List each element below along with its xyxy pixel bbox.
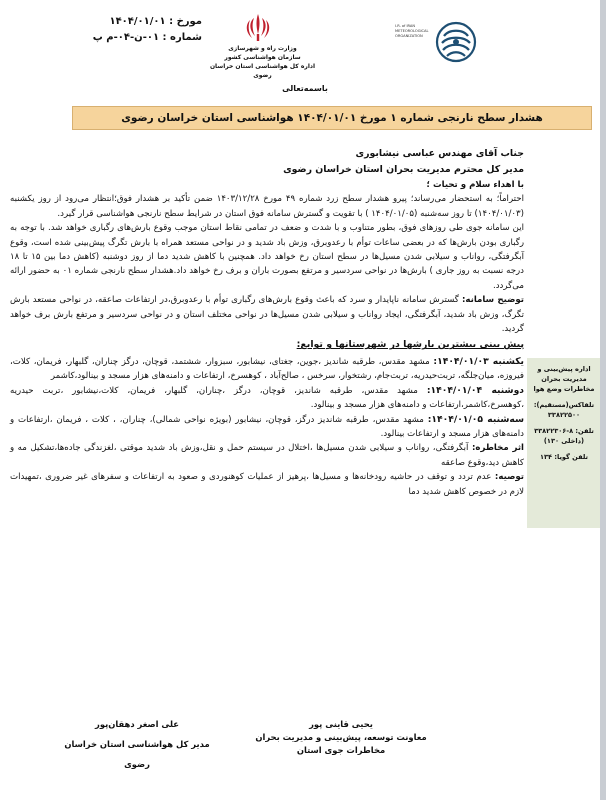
forecast-day-2-label: دوشنبه ۱۴۰۴/۰۱/۰۴:: [426, 384, 524, 396]
recipient-title: مدیر کل محترم مدیریت بحران استان خراسان رضوی: [283, 164, 524, 175]
signature-director-title: مدیر کل هواشناسی استان خراسان رضوی: [64, 739, 210, 769]
contact-sidebar: [527, 358, 601, 528]
recommendation: [10, 470, 524, 499]
number-line: شماره : ۰۱-ن-۰۴-م پ: [92, 32, 202, 43]
ministry-line-3: اداره کل هواشناسی استان خراسان رضوی: [209, 63, 316, 79]
page-edge-shadow: [600, 0, 606, 800]
recommendation-label: توصیه:: [494, 472, 524, 483]
forecast-day-2-text: مشهد مقدس، طرقبه شاندیز، قوچان، درگز ،چناران، گلبهار، فریمان، کلات،نیشابور ،تربت حیدریه ،کوهسرخ،کاشمر،ارتفاعات و دامنه‌های هزار مسجد و بینالود.: [10, 385, 524, 411]
forecast-day-1-label: یکشنبه ۱۴۰۴/۰۱/۰۳:: [433, 355, 525, 367]
hazard-effects-label: اثر مخاطره:: [471, 443, 524, 454]
signature-deputy: [252, 718, 430, 757]
sidebar-unit: اداره پیش‌بینی و مدیریت بحران مخاطرات وضع هوا: [533, 365, 595, 393]
hazard-effects: [10, 441, 524, 470]
sidebar-tel: تلفن: ۸-۳۳۸۲۲۳۰۶: [534, 427, 594, 435]
recommendation-text: عدم تردد و توقف در حاشیه رودخانه‌ها و مسیل‌ها ،پرهیز از عملیات کوهنوردی و صعود به ارتفاعات و سفرهای غیر ضروری ،تمهیدات لازم در خصوص کاهش شدید دما: [10, 472, 524, 497]
paragraph-description: این سامانه جوی طی روزهای فوق، بطور متناوب و با شدت و ضعف در تمامی نقاط استان موجب وقوع بارش‌های رگباری خواهد شد. با توجه به رگباری بودن بارش‌ها که در بعضی ساعات توأم با رعدوبرق، وزش باد شدید و در نواحی مستعد همراه با بارش تگرگ پیش‌بینی شده است، وقوع آبگرفتگی، رواناب و سیلابی شدن مسیل‌ها در سطح استان رخ خواهد داد. همچنین با کاهش شدید دما از روز دوشنبه (کاهش دما بین ۱۵ تا ۱۸ درجه نسبت به روز جاری ) بارش‌ها در نواحی سردسیر و مرتفع بصورت باران و برف رخ خواهد داد.هشدار سطح نارنجی شماره ۰۱ به حضور ارائه می‌گردد.: [10, 223, 524, 291]
hazard-effects-text: آبگرفتگی، رواناب و سیلابی شدن مسیل‌ها ،اختلال در سیستم حمل و نقل،وزش باد شدید موقتی ،لغزندگی جاده‌ها،تشکیل مه و کاهش دید،وقوع صاعقه: [10, 443, 524, 468]
sidebar-ext: (داخلی ۱۳۰): [543, 437, 585, 445]
forecast-day-1: [10, 355, 524, 384]
ministry-heading: [205, 44, 320, 80]
letter-body: [10, 146, 524, 499]
ministry-line-2: سازمان هواشناسی کشور: [224, 54, 301, 61]
logo-caption-line-1: I.R. of IRAN: [395, 24, 416, 28]
paragraph-intro: احتراماً؛ به استحضار می‌رساند؛ پیرو هشدار سطح زرد شماره ۴۹ مورخ ۱۴۰۳/۱۲/۲۸ ضمن تأکید بر هشدار فوق؛انتظار می‌رود از روز یکشنبه (۱۴۰۴/۰۱/۰۳) تا روز سه‌شنبه (۱۴۰۴/۰۱/۰۵ ) با تقویت و گسترش سامانه فوق استان در شرایط سطح نارنجی هواشناسی قرار گیرد.: [10, 194, 524, 219]
logo-caption-line-3: ORGANIZATION: [395, 34, 423, 38]
logo-caption-line-2: METEOROLOGICAL: [395, 29, 429, 33]
forecast-day-3-text: مشهد مقدس، طرقبه شاندیز درگز، قوچان، نیشابور (بویژه نواحی شمالی)، چناران، ، کلات ، فریمان ،ارتفاعات و دامنه‌های هزار مسجد و ارتفاعات بینالود.: [10, 414, 524, 439]
sidebar-fax: تلفاکس(مستقیم): ۳۳۸۲۲۵۰۰: [533, 401, 595, 419]
system-summary-label: توضیح سامانه:: [461, 295, 525, 306]
forecast-day-1-text: مشهد مقدس، طرقبه شاندیز ،جوین، جغتای، نیشابور، سبزوار، ششتمد، قوچان، درگز چناران، گلبهار، فریمان، کلات، فیروزه، میان‌جلگه، تربت‌حیدریه، تربت‌جام، رشتخوار، سرخس ، صالح‌آباد ، کوهسرخ، ارتفاعات و دامنه‌های هزار مسجد و بینالود،کاشمر: [10, 356, 524, 382]
signature-director: [52, 714, 222, 774]
forecast-day-2: [10, 384, 524, 413]
forecast-heading: پیش بینی بیشترین بارشها در شهرستانها و توابع:: [296, 339, 524, 351]
forecast-day-3-label: سه‌شنبه ۱۴۰۴/۰۱/۰۵:: [427, 413, 524, 425]
invocation-heading: باسمه‌تعالی: [282, 84, 328, 93]
iran-emblem-icon: [243, 12, 273, 44]
forecast-day-3: [10, 413, 524, 442]
signature-director-name: علی اصغر دهقان‌پور: [95, 719, 179, 729]
date-line: مورخ : ۱۴۰۴/۰۱/۰۱: [109, 16, 202, 27]
signature-deputy-title: معاونت توسعه، پیش‌بینی و مدیریت بحران مخاطرات جوی استان: [255, 732, 427, 755]
ministry-line-1: وزارت راه و شهرسازی: [228, 45, 297, 52]
signature-deputy-name: یحیی قاینی پور: [309, 719, 373, 729]
warning-title-banner: هشدار سطح نارنجی شماره ۱ مورخ ۱۴۰۴/۰۱/۰۱ هواشناسی استان خراسان رضوی: [72, 106, 592, 130]
greeting: با اهداء سلام و تحیات ؛: [426, 180, 524, 190]
logo-caption: [395, 24, 441, 39]
meteorological-organization-logo-icon: [395, 14, 477, 72]
system-summary-text: گسترش سامانه ناپایدار و سرد که باعث وقوع بارش‌های رگباری توأم با رعدوبرق،در ارتفاعات صاعقه، در نواحی مستعد بارش تگرگ، وزش باد شدید، آبگرفتگی، ایجاد رواناب و سیلابی شدن مسیل‌ها در نواحی مختلف استان و در نواحی سردسیر و مرتفع بارش برف خواهد گردید.: [10, 295, 524, 335]
date-number-block: [52, 14, 202, 46]
sidebar-hotline: تلفن گویا: ۱۳۴: [539, 453, 589, 461]
recipient-name: جناب آقای مهندس عباسی نیشابوری: [355, 148, 524, 159]
system-summary: [10, 293, 524, 336]
